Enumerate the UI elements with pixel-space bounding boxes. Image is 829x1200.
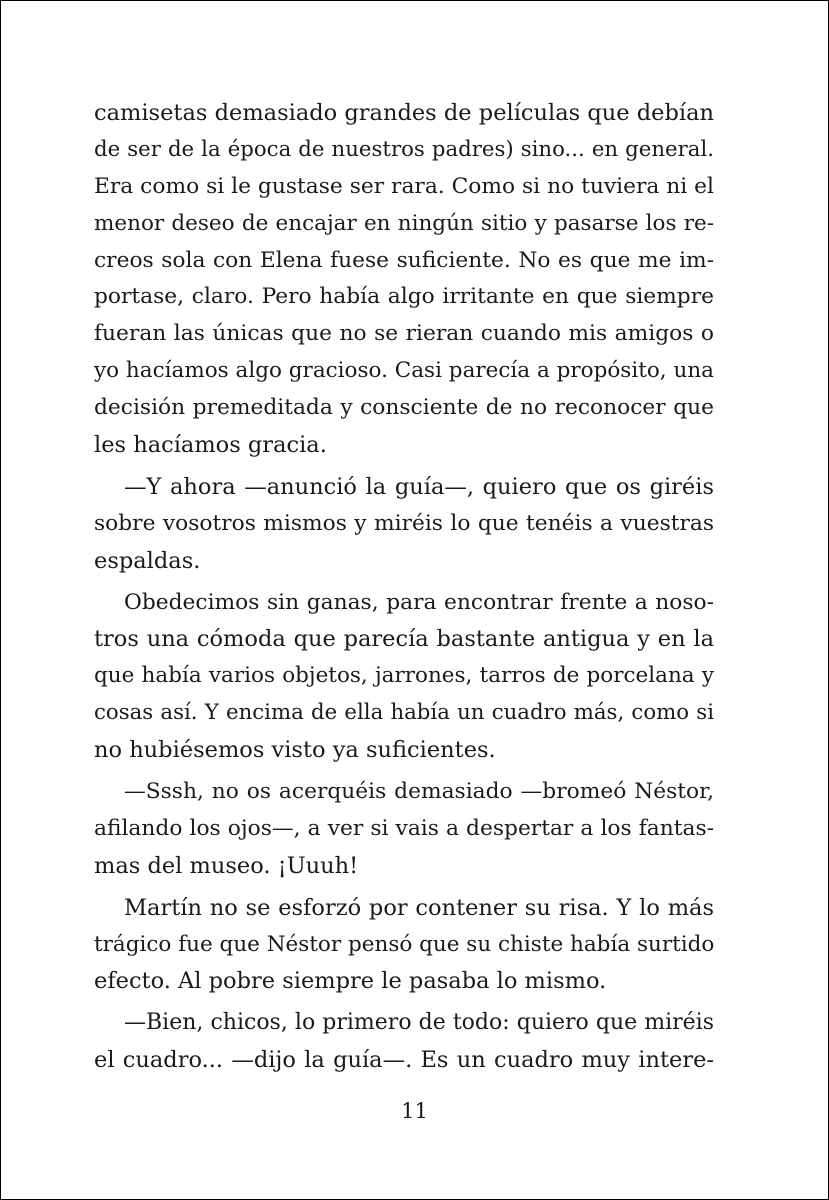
paragraph bbox=[94, 585, 714, 769]
paragraph bbox=[94, 1005, 714, 1079]
paragraph bbox=[94, 890, 714, 1001]
body-text bbox=[94, 95, 714, 1079]
text-line: Martín no se esforzó por contener su risa. Y lo más bbox=[124, 894, 714, 921]
text-line: el cuadro... —dijo la guía—. Es un cuadro muy intere- bbox=[94, 1047, 714, 1074]
text-line: decisión premeditada y consciente de no reconocer que bbox=[94, 395, 714, 421]
text-line: de ser de la época de nuestros padres) sino... en general. bbox=[94, 136, 714, 162]
text-line: mas del museo. ¡Uuuh! bbox=[94, 852, 359, 879]
text-line: sobre vosotros mismos y miréis lo que tenéis a vuestras bbox=[94, 510, 714, 536]
text-line: afilando los ojos—, a ver si vais a despertar a los fantas- bbox=[94, 815, 714, 841]
text-line: les hacíamos gracia. bbox=[94, 432, 327, 459]
paragraph bbox=[94, 469, 714, 580]
text-line: creos sola con Elena fuese suficiente. No es que me im- bbox=[94, 247, 714, 273]
paragraph bbox=[94, 95, 714, 464]
text-line: trágico fue que Néstor pensó que su chiste había surtido bbox=[94, 931, 715, 957]
text-line: Obedecimos sin ganas, para encontrar frente a noso- bbox=[124, 589, 714, 615]
text-line: Era como si le gustase ser rara. Como si no tuviera ni el bbox=[94, 173, 714, 199]
text-line: cosas así. Y encima de ella había un cuadro más, como si bbox=[94, 700, 714, 726]
text-line: —Sssh, no os acerquéis demasiado —bromeó Néstor, bbox=[124, 779, 714, 805]
text-line: portase, claro. Pero había algo irritante en que siempre bbox=[94, 284, 714, 310]
text-line: camisetas demasiado grandes de películas que debían bbox=[94, 100, 714, 126]
text-line: fueran las únicas que no se rieran cuando mis amigos o bbox=[94, 321, 714, 347]
text-line: yo hacíamos algo gracioso. Casi parecía a propósito, una bbox=[94, 358, 714, 384]
text-line: tros una cómoda que parecía bastante antigua y en la bbox=[94, 626, 714, 653]
text-line: no hubiésemos visto ya suficientes. bbox=[94, 737, 496, 764]
page-number: 11 bbox=[401, 1099, 428, 1123]
text-line: —Bien, chicos, lo primero de todo: quiero que miréis bbox=[124, 1010, 714, 1036]
paragraph bbox=[94, 774, 714, 885]
text-line: que había varios objetos, jarrones, tarros de porcelana y bbox=[94, 663, 714, 689]
text-line: efecto. Al pobre siempre le pasaba lo mismo. bbox=[94, 968, 607, 995]
text-line: menor deseo de encajar en ningún sitio y pasarse los re- bbox=[94, 210, 714, 236]
text-line: espaldas. bbox=[94, 547, 201, 574]
text-line: —Y ahora —anunció la guía—, quiero que os giréis bbox=[124, 473, 714, 500]
